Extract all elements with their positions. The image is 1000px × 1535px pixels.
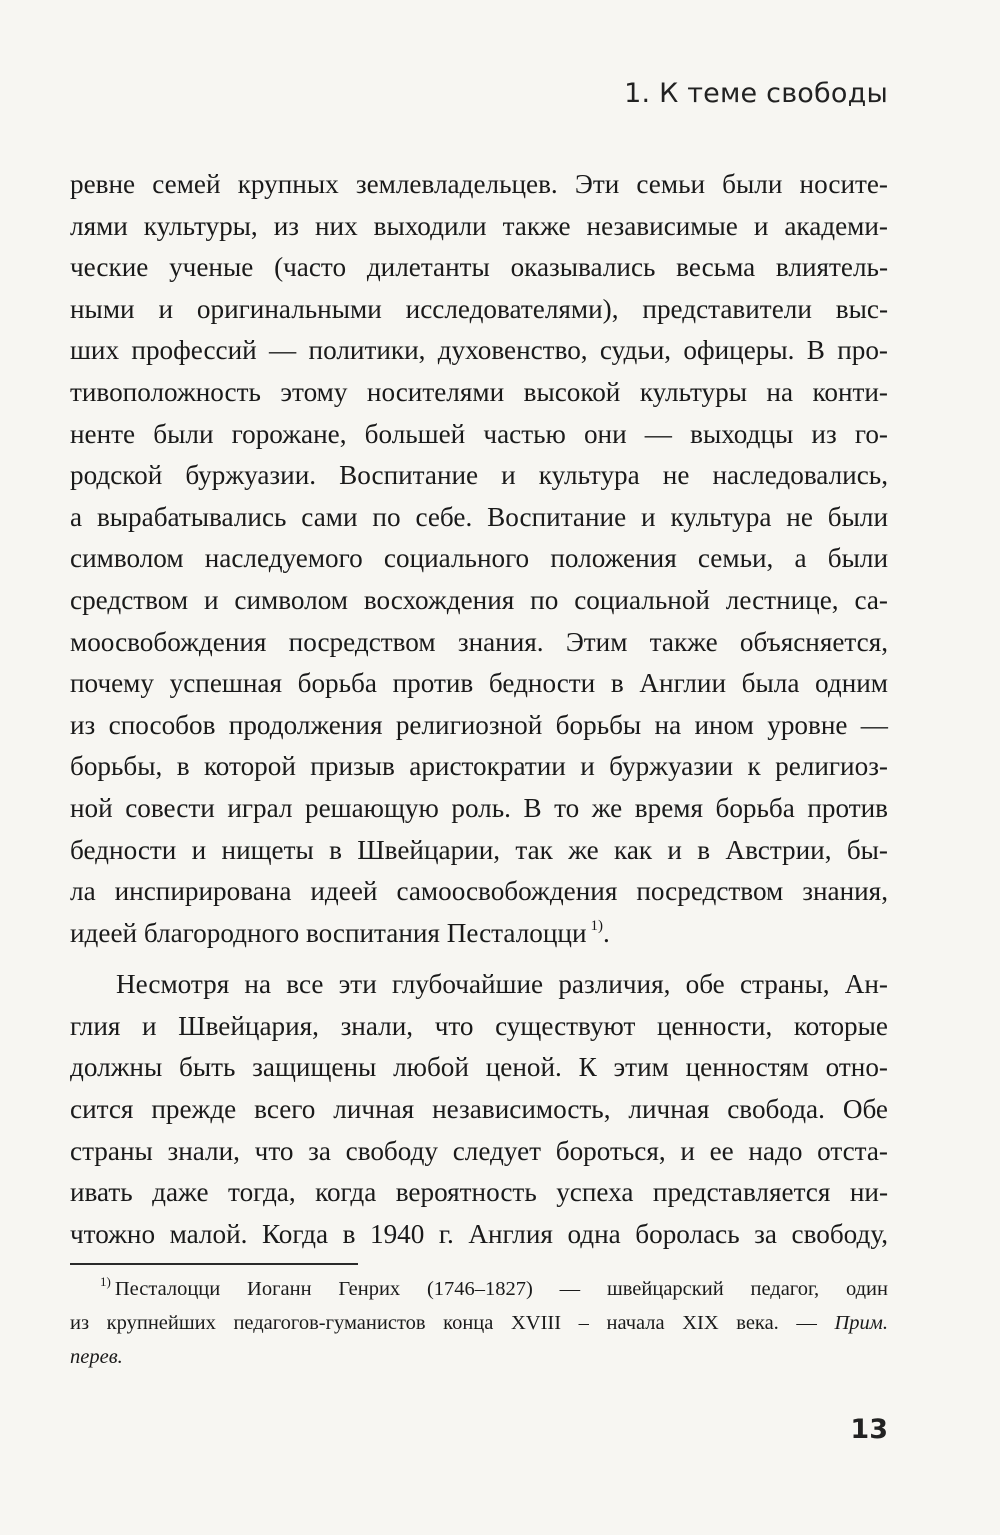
footnote-divider bbox=[70, 1263, 358, 1265]
text-line: ческие ученые (часто дилетанты оказывались весьма влиятель- bbox=[70, 252, 888, 283]
text-line: ненте были горожане, большей частью они — выходцы из го- bbox=[70, 418, 888, 449]
footnote bbox=[70, 1272, 888, 1374]
text-line: средством и символом восхождения по социальной лестнице, са- bbox=[70, 584, 888, 615]
text-line: лями культуры, из них выходили также независимые и академи- bbox=[70, 210, 888, 241]
text-line: глия и Швейцария, знали, что существуют ценности, которые bbox=[70, 1010, 888, 1041]
text-line: страны знали, что за свободу следует бороться, и ее надо отста- bbox=[70, 1135, 888, 1166]
text-line: сится прежде всего личная независимость, личная свобода. Обе bbox=[70, 1094, 888, 1125]
text-segment: Прим. bbox=[834, 1312, 888, 1334]
text-line: должны быть защищены любой ценой. К этим ценностям отно- bbox=[70, 1052, 888, 1083]
text-line: моосвобождения посредством знания. Этим также объясняется, bbox=[70, 626, 888, 657]
text-line: ревне семей крупных землевладельцев. Эти семьи были носите- bbox=[70, 169, 888, 199]
page-number: 13 bbox=[850, 1414, 888, 1445]
text-segment: идеей благородного воспитания Песталоцци bbox=[70, 917, 587, 948]
footnote-line bbox=[70, 1306, 888, 1340]
text-segment: из крупнейших педагогов-гуманистов конца XVIII – начала XIX века. — bbox=[70, 1312, 817, 1334]
text-line: ших профессий — политики, духовенство, судьи, офицеры. В про- bbox=[70, 335, 888, 366]
text-segment: Песталоцци Иоганн Генрих (1746–1827) — швейцарский педагог, один bbox=[114, 1278, 888, 1300]
footnote-marker: 1) bbox=[100, 1274, 111, 1289]
text-line: из способов продолжения религиозной борьбы на ином уровне — bbox=[70, 709, 888, 740]
footnote-line: перев. bbox=[70, 1346, 123, 1368]
text-line: ными и оригинальными исследователями), представители выс- bbox=[70, 293, 888, 324]
text-line: почему успешная борьба против бедности в Англии была одним bbox=[70, 668, 888, 699]
footnote-reference[interactable]: 1) bbox=[590, 917, 604, 934]
text-line: а вырабатывались сами по себе. Воспитание и культура не были bbox=[70, 501, 888, 532]
text-line: ла инспирирована идеей самоосвобождения посредством знания, bbox=[70, 876, 888, 907]
text-line: символом наследуемого социального положения семьи, а были bbox=[70, 543, 888, 574]
text-line: чтожно малой. Когда в 1940 г. Англия одна боролась за свободу, bbox=[70, 1218, 888, 1249]
text-line: бедности и нищеты в Швейцарии, так же как и в Австрии, бы- bbox=[70, 834, 888, 865]
paragraph bbox=[70, 964, 888, 1255]
text-line: борьбы, в которой призыв аристократии и буржуазии к религиоз- bbox=[70, 751, 888, 782]
text-line: родской буржуазии. Воспитание и культура не наследовались, bbox=[70, 460, 888, 491]
text-line: ивать даже тогда, когда вероятность успеха представляется ни- bbox=[70, 1177, 888, 1208]
paragraph-end-line bbox=[70, 913, 888, 955]
body-text bbox=[70, 164, 888, 1255]
text-line: Несмотря на все эти глубочайшие различия, обе страны, Ан- bbox=[116, 969, 888, 1000]
running-head: 1. К теме свободы bbox=[624, 78, 888, 109]
footnote-line bbox=[70, 1272, 888, 1306]
text-line: ной совести играл решающую роль. В то же время борьба против bbox=[70, 792, 888, 823]
text-segment: . bbox=[603, 917, 610, 948]
text-line: тивоположность этому носителями высокой культуры на конти- bbox=[70, 376, 888, 407]
